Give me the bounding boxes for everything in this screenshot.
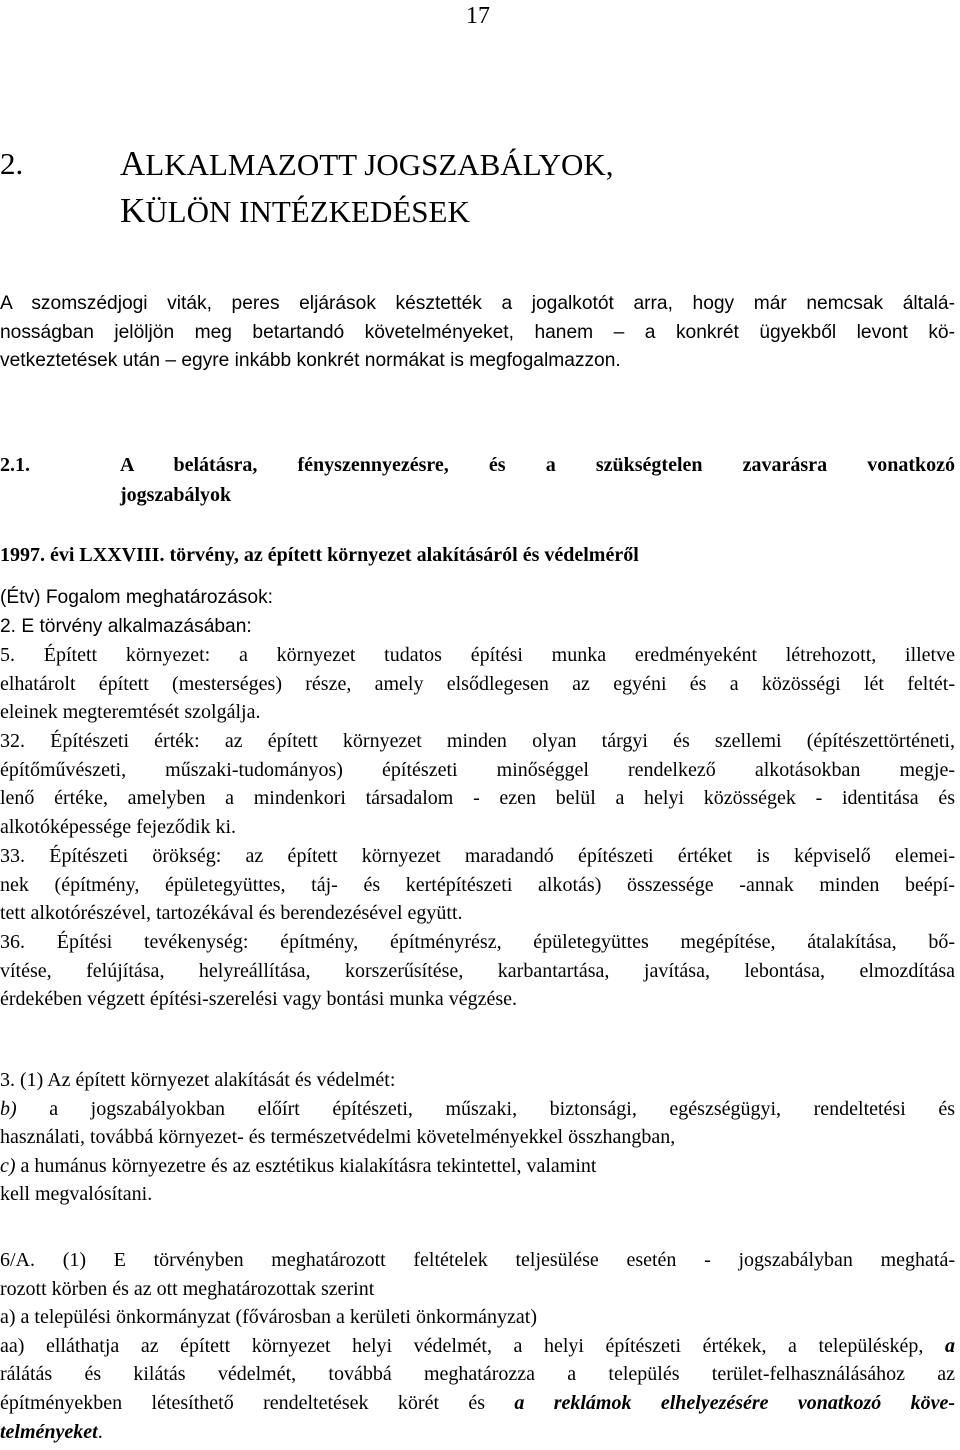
section-title: A belátásra, fényszennyezésre, és a szükségtelen zavarásra vonatkozó jogszabályok: [120, 454, 955, 506]
definition-33: 33. Építészeti örökség: az épített környezet maradandó építészeti értéket is képviselő elemei- nek (építmény, épületegyüttes, táj- és kertépítészeti alkotás) összessége -annak minden beépí- tett alkotórészével, tartozékával és berendezésével együtt.: [0, 845, 955, 925]
definitions-heading: (Étv) Fogalom meghatározások:: [0, 587, 274, 608]
definition-5: 5. Épített környezet: a környezet tudatos építési munka eredményeként létrehozott, illetve elhatárolt épített (mesterséges) része, amely elsődlegesen az egyéni és a közösségi lét feltét- eleinek megteremtését szolgálja.: [0, 644, 955, 724]
intro-line: nosságban jelöljön meg betartandó követelményeket, hanem – a konkrét ügyekből levont kö-: [0, 321, 955, 343]
paragraph-3: 3. (1) Az épített környezet alakítását és védelmét: b) a jogszabályokban előírt építészeti, műszaki, biztonsági, egészségügyi, rendeltetési és használati, továbbá környezet- és természetvédelmi követelményekkel összhangban, c) a humánus környezetre és az esztétikus kialakításra tekintettel, valamint kell megvalósítani.: [0, 1069, 955, 1206]
page-number: 17: [466, 3, 490, 29]
intro-line: vetkeztetések után – egyre inkább konkrét normákat is megfogalmazzon.: [0, 350, 621, 372]
law-title: 1997. évi LXXVIII. törvény, az épített környezet alakításáról és védelméről: [0, 544, 639, 566]
intro-paragraph: [0, 290, 955, 376]
definition-36: 36. Építési tevékenység: építmény, építményrész, épületegyüttes megépítése, átalakítása, bő- vítése, felújítása, helyreállítása, korszerűsítése, karbantartása, javítása, lebontása, elmozdítása érdekében végzett építési-szerelési vagy bontási munka végzése.: [0, 931, 955, 1011]
chapter-number: 2.: [0, 146, 24, 181]
section-reference: 2. E törvény alkalmazásában:: [0, 615, 252, 637]
definitions-block: [0, 584, 955, 641]
intro-line: A szomszédjogi viták, peres eljárások késztették a jogalkotót arra, hogy már nemcsak általá-: [0, 293, 955, 314]
section-number: 2.1.: [0, 454, 30, 476]
paragraph-6a: 6/A. (1) E törvényben meghatározott feltételek teljesülése esetén - jogszabályban meghatá- rozott körben és az ott meghatározottak szerint a) a települési önkormányzat (fővárosban a kerületi önkormányzat) aa) elláthatja az épített környezet helyi védelmét, a helyi építészeti értékek, a településkép, a rálátás és kilátás védelmét, továbbá meghatározza a település terület-felhasználásához az építményekben létesíthető rendeltetések körét és a reklámok elhelyezésére vonatkozó köve- telményeket.: [0, 1249, 956, 1443]
chapter-title: ALKALMAZOTT JOGSZABÁLYOK, KÜLÖN INTÉZKEDÉSEK: [120, 144, 614, 230]
definition-32: 32. Építészeti érték: az épített környezet minden olyan tárgyi és szellemi (építészettörténeti, építőművészeti, műszaki-tudományos) építészeti minőséggel rendelkező alkotásokban megje- lenő értéke, amelyben a mindenkori társadalom - ezen belül a helyi közösségek - identitása és alkotóképessége fejeződik ki.: [0, 730, 955, 838]
